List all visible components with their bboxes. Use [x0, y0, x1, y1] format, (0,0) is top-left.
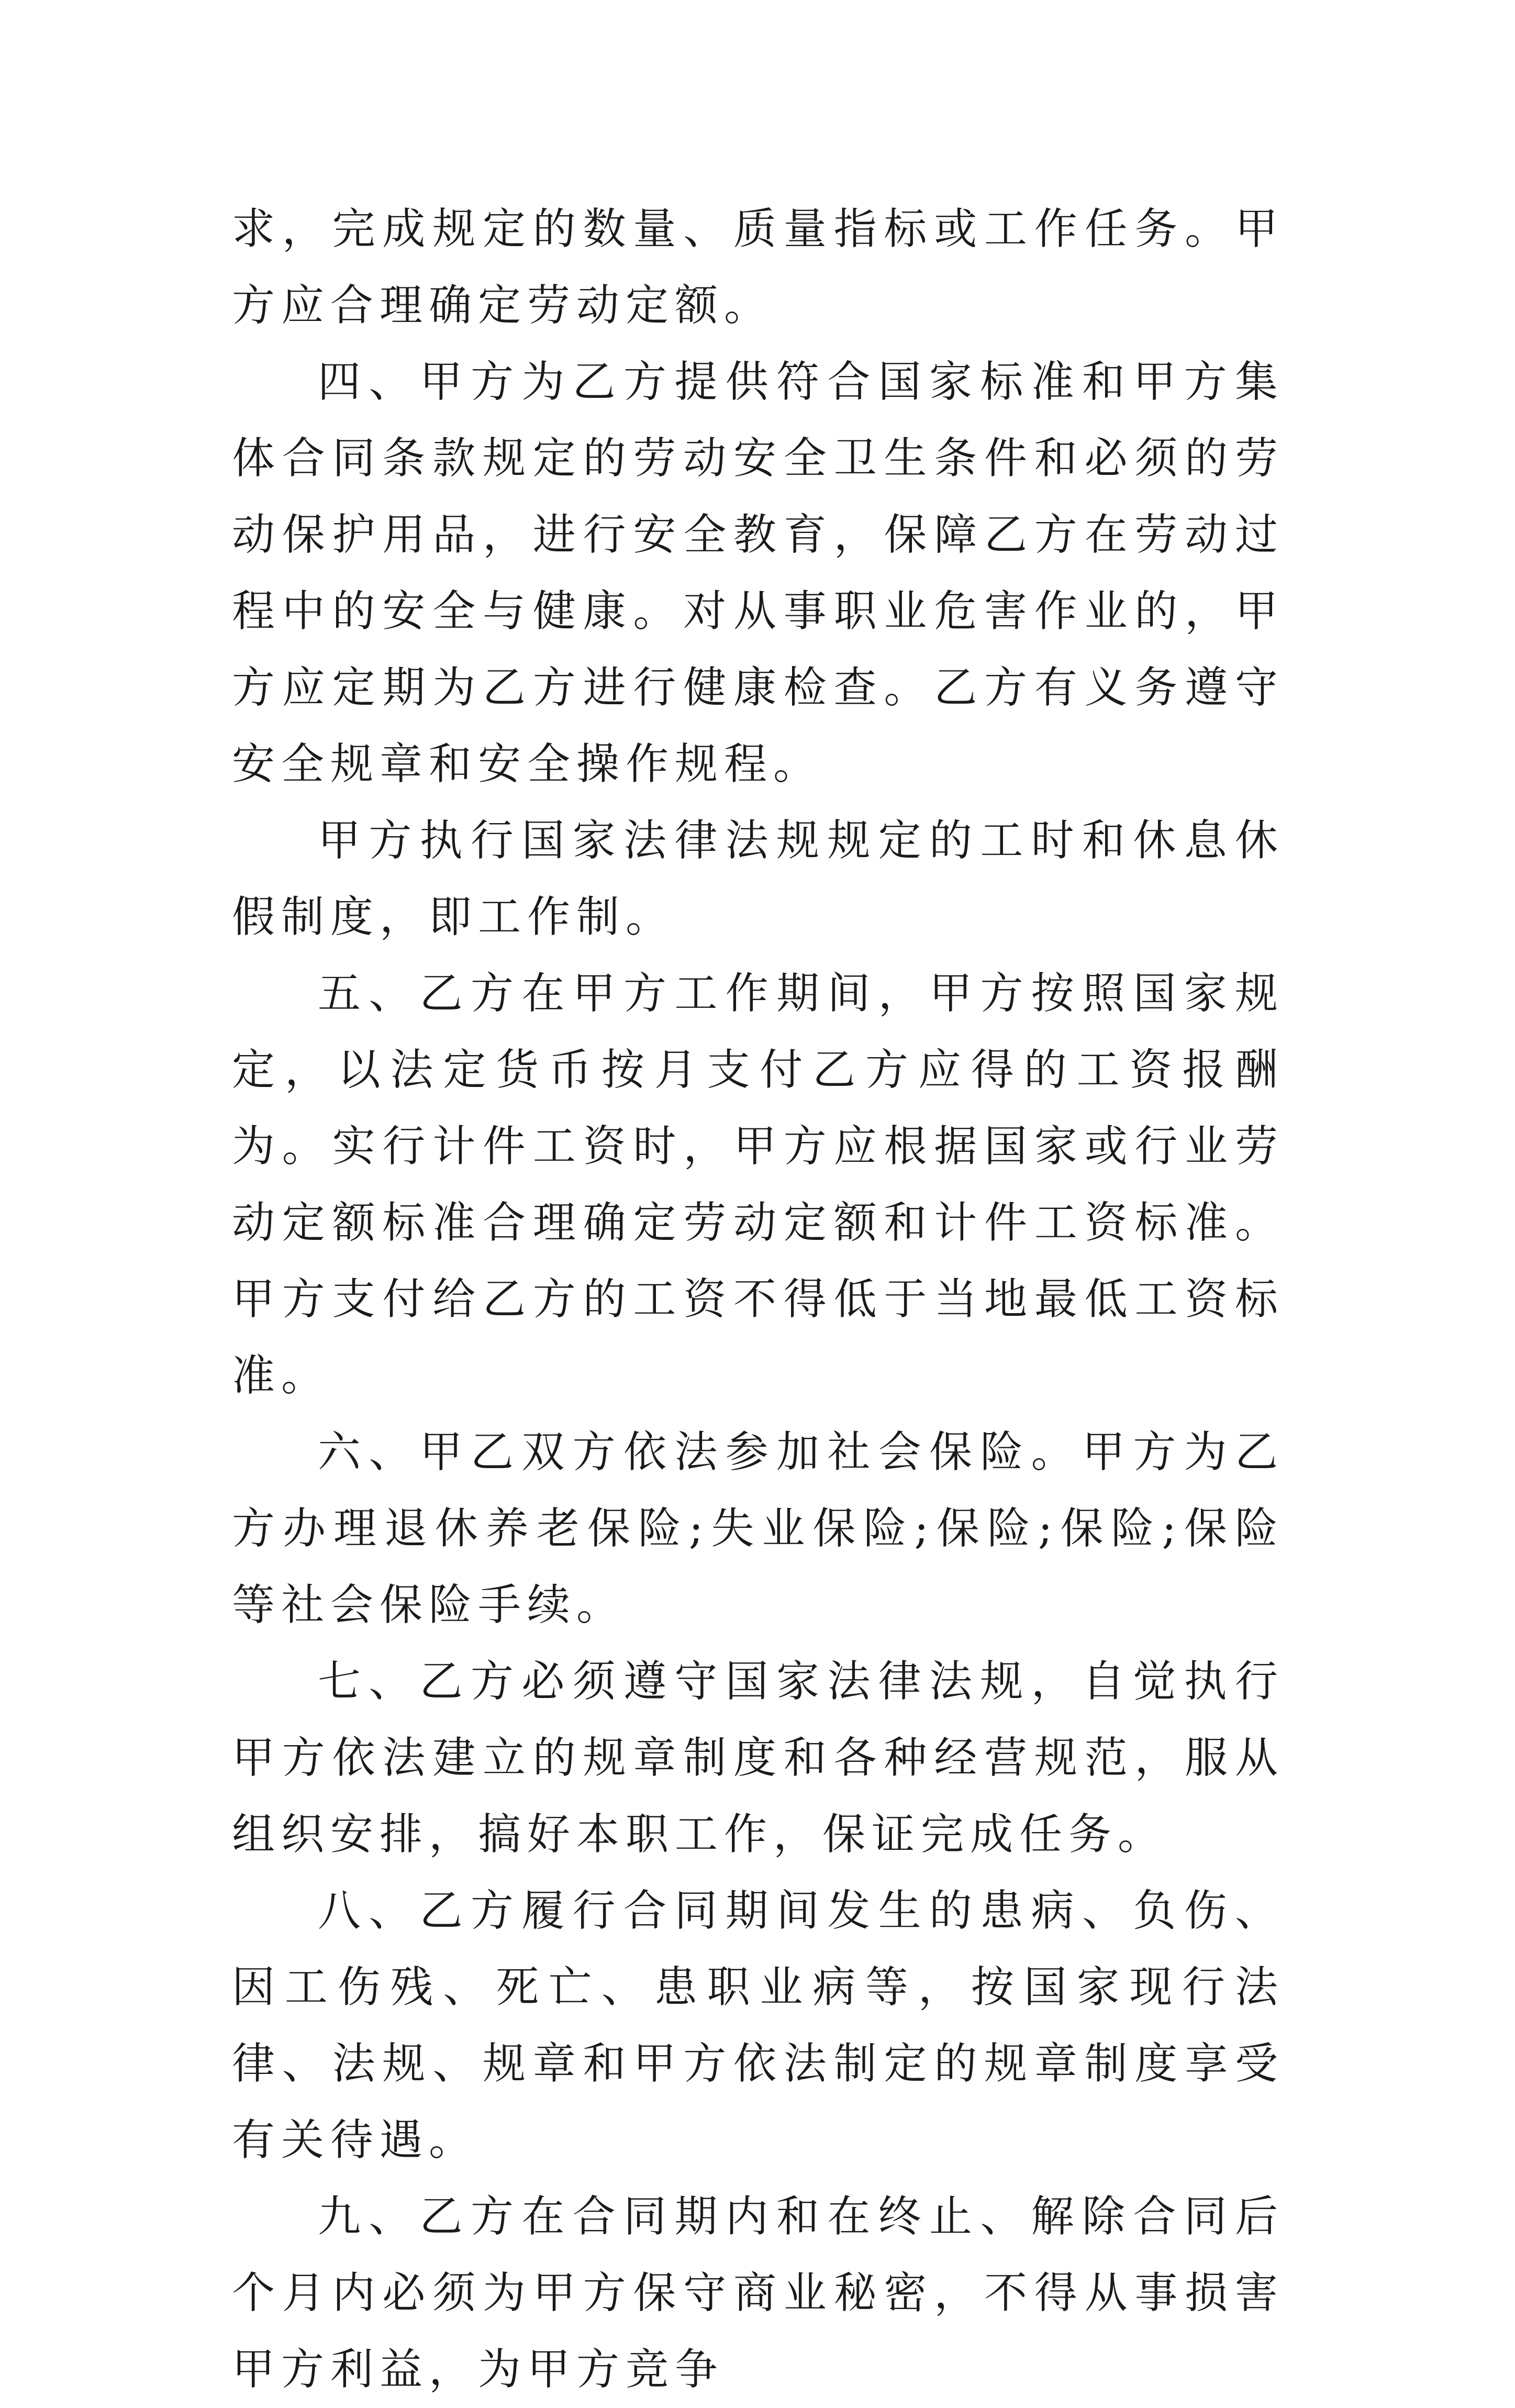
- paragraph-clause-4: 四、甲方为乙方提供符合国家标准和甲方集体合同条款规定的劳动安全卫生条件和必须的劳动保护用品，进行安全教育，保障乙方在劳动过程中的安全与健康。对从事职业危害作业的，甲方应定期为乙方进行健康检查。乙方有义务遵守安全规章和安全操作规程。: [232, 357, 1284, 789]
- document-body: [232, 191, 1284, 2408]
- paragraph-continuation: 求，完成规定的数量、质量指标或工作任务。甲方应合理确定劳动定额。: [232, 204, 1284, 330]
- paragraph-working-hours: 甲方执行国家法律法规规定的工时和休息休假制度，即工作制。: [232, 816, 1284, 942]
- paragraph-clause-6: 六、甲乙双方依法参加社会保险。甲方为乙方办理退休养老保险;失业保险;保险;保险;保险等社会保险手续。: [232, 1427, 1284, 1630]
- paragraph-clause-5: 五、乙方在甲方工作期间，甲方按照国家规定，以法定货币按月支付乙方应得的工资报酬为。实行计件工资时，甲方应根据国家或行业劳动定额标准合理确定劳动定额和计件工资标准。甲方支付给乙方的工资不得低于当地最低工资标准。: [232, 969, 1284, 1401]
- paragraph-clause-8: 八、乙方履行合同期间发生的患病、负伤、因工伤残、死亡、患职业病等，按国家现行法律、法规、规章和甲方依法制定的规章制度享受有关待遇。: [232, 1886, 1284, 2165]
- paragraph-clause-9: 九、乙方在合同期内和在终止、解除合同后个月内必须为甲方保守商业秘密，不得从事损害甲方利益，为甲方竞争: [232, 2192, 1284, 2394]
- paragraph-clause-7: 七、乙方必须遵守国家法律法规，自觉执行甲方依法建立的规章制度和各种经营规范，服从组织安排，搞好本职工作，保证完成任务。: [232, 1657, 1284, 1859]
